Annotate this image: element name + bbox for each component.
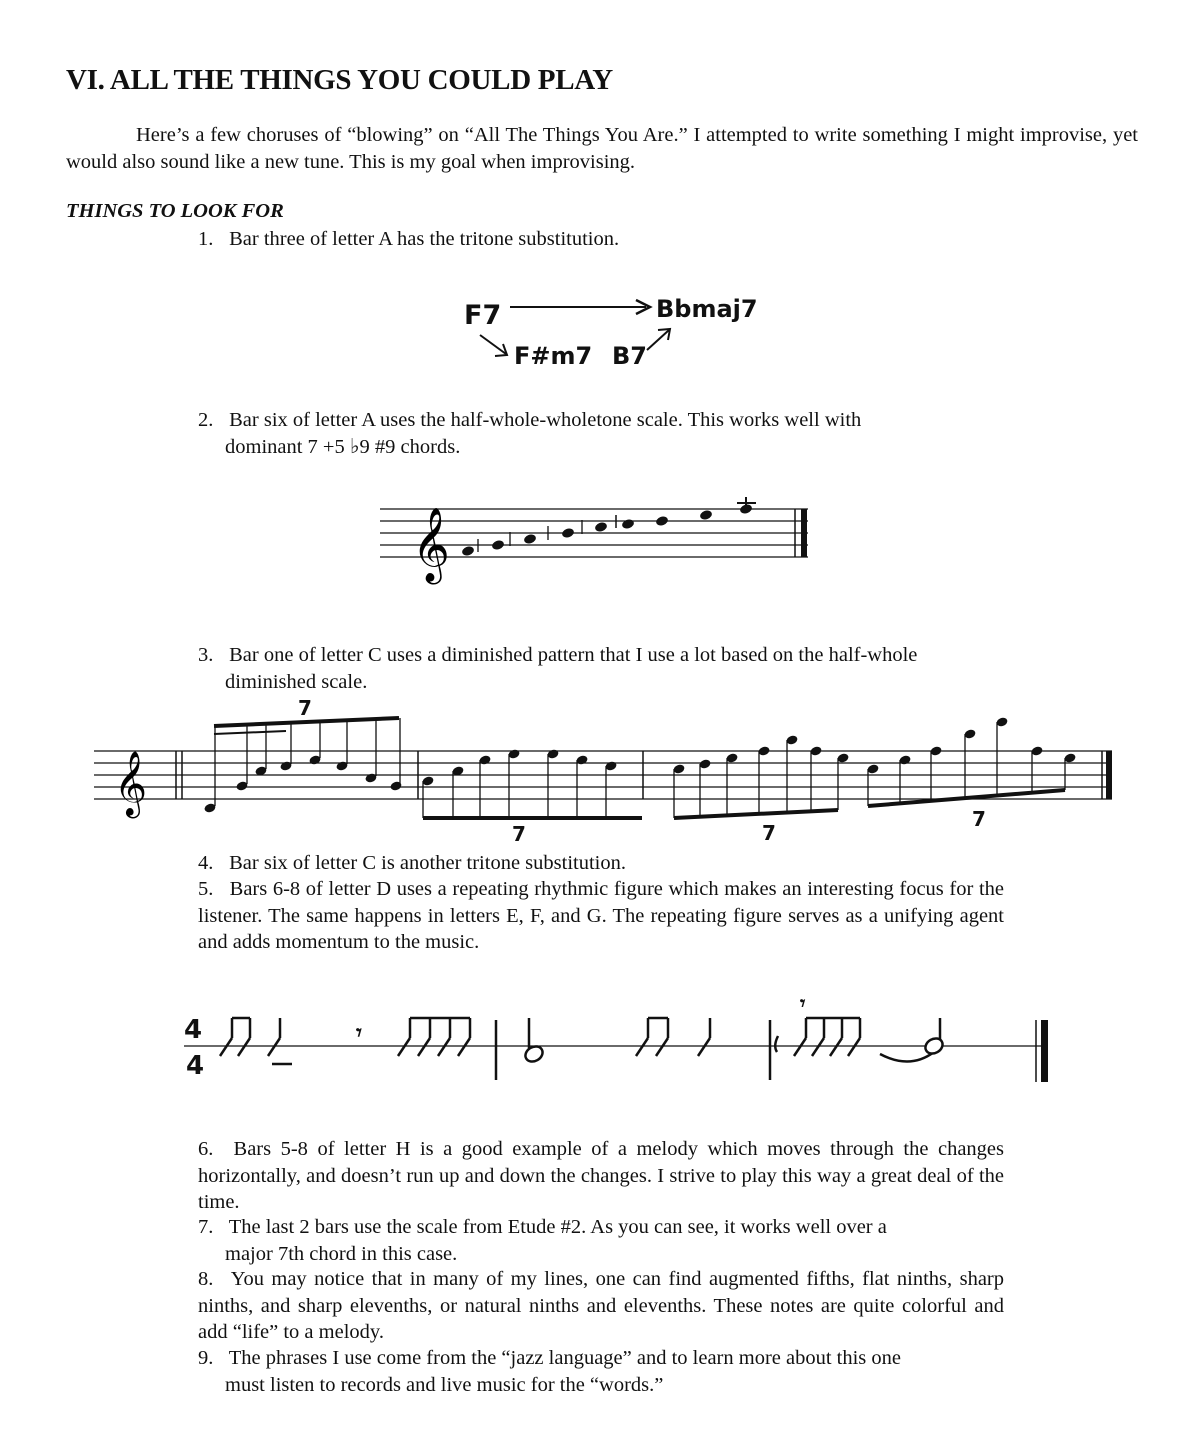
rhythm-figure-staff (180, 990, 1060, 1090)
diminished-pattern-staff (90, 698, 1120, 848)
tuplet-7-label: 7 (298, 698, 312, 720)
chord-fsharp-m7: F#m7 (514, 342, 593, 370)
tuplet-7-label: 7 (972, 807, 986, 831)
list-item: 9. The phrases I use come from the “jazz language” and to learn more about this one must listen to records and live music for the “words.” (198, 1347, 902, 1396)
eighth-rest-icon: 𝄾 (356, 1021, 362, 1046)
list-item: 2. Bar six of letter A uses the half-whole-wholetone scale. This works well with dominant 7 +5 ♭9 #9 chords. (198, 409, 862, 458)
list-item: 8. You may notice that in many of my lines, one can find augmented fifths, flat ninths, sharp ninths, and sharp elevenths, or natural ninths and elevenths. These notes are quite colorful and add “life” to a melody. (198, 1268, 1004, 1343)
list-item: 7. The last 2 bars use the scale from Etude #2. As you can see, it works well over a major 7th chord in this case. (198, 1216, 887, 1265)
section-subheading: THINGS TO LOOK FOR (66, 200, 284, 222)
eighth-rest-icon: 𝄾 (800, 991, 806, 1015)
time-signature-top: 4 (184, 1015, 203, 1045)
list-item: 3. Bar one of letter C uses a diminished pattern that I use a lot based on the half-whole diminished scale. (198, 644, 918, 693)
chord-b7: B7 (612, 342, 647, 370)
chord-f7: F7 (464, 300, 502, 331)
list-item: 6. Bars 5-8 of letter H is a good example of a melody which moves through the changes horizontally, and doesn’t run up and down the changes. I strive to play this way a great deal of the time. (198, 1138, 1004, 1213)
page-title: VI. ALL THE THINGS YOU COULD PLAY (66, 64, 613, 96)
chord-bbmaj7: Bbmaj7 (656, 295, 758, 323)
list-item: 5. Bars 6-8 of letter D uses a repeating rhythmic figure which makes an interesting focus for the listener. The same happens in letters E, F, and G. The repeating figure serves as a unifying agent and adds momentum to the music. (198, 878, 1005, 953)
intro-paragraph: Here’s a few choruses of “blowing” on “All The Things You Are.” I attempted to write something I might improvise, yet would also sound like a new tune. This is my goal when improvising. (66, 124, 1138, 173)
time-signature-bottom: 4 (186, 1051, 205, 1081)
treble-clef-icon: 𝄞 (412, 508, 450, 582)
tritone-chord-diagram (440, 280, 780, 380)
treble-clef-icon: 𝄞 (114, 751, 148, 816)
list-item: 1. Bar three of letter A has the tritone substitution. (198, 228, 620, 250)
list-item: 4. Bar six of letter C is another tritone substitution. (198, 852, 626, 874)
tuplet-7-label: 7 (762, 821, 776, 845)
scale-staff (376, 494, 816, 594)
tuplet-7-label: 7 (512, 822, 526, 846)
